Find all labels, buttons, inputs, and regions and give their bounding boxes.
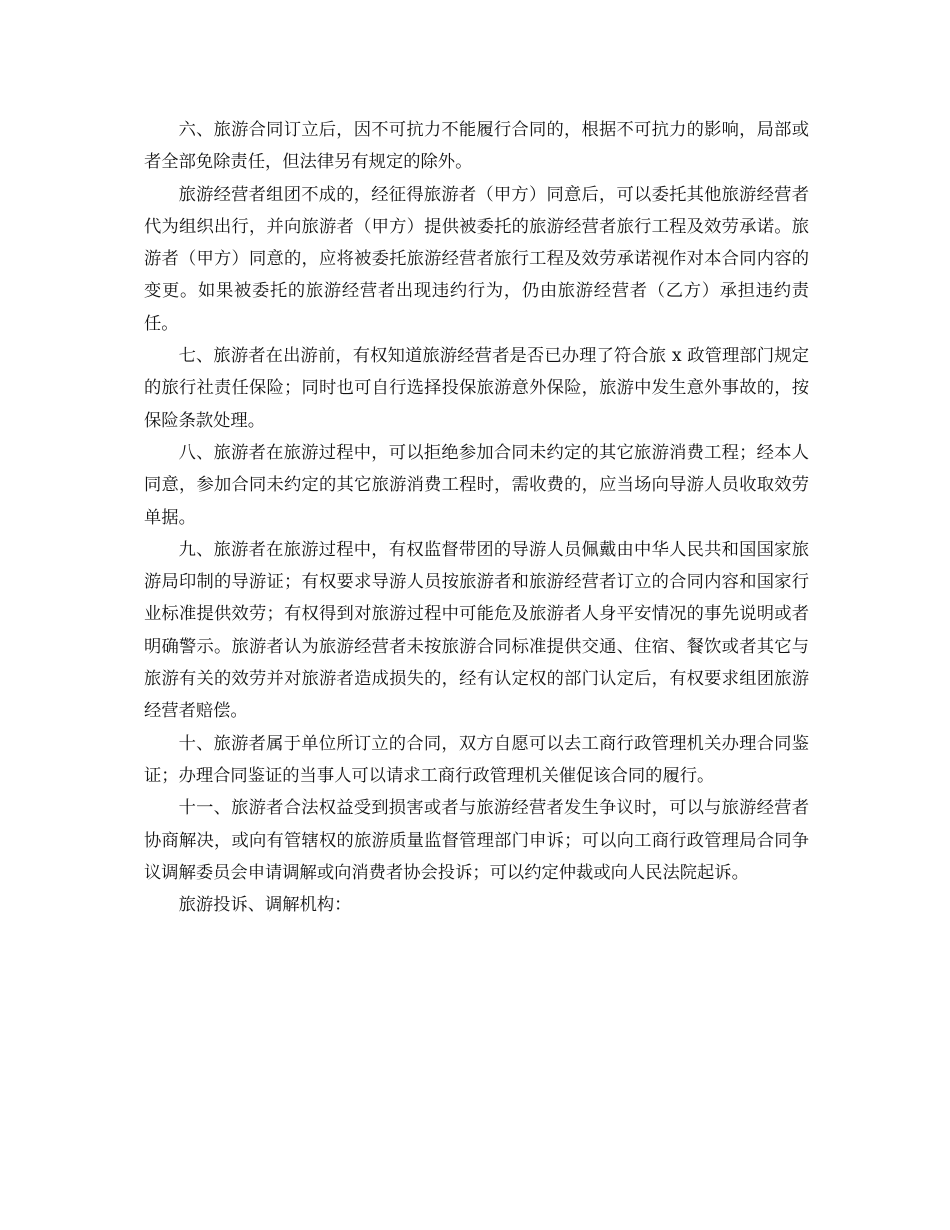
paragraph-insurance: 七、旅游者在出游前，有权知道旅游经营者是否已办理了符合旅 x 政管理部门规定的旅行社责任保险；同时也可自行选择投保旅游意外保险，旅游中发生意外事故的，按保险条款处理。	[144, 346, 809, 431]
document-body	[144, 114, 809, 921]
paragraph-dispute-resolution: 十一、旅游者合法权益受到损害或者与旅游经营者发生争议时，可以与旅游经营者协商解决，或向有管辖权的旅游质量监督管理部门申诉；可以向工商行政管理局合同争议调解委员会申请调解或向消费者协会投诉；可以约定仲裁或向人民法院起诉。	[144, 798, 809, 883]
paragraph-force-majeure: 六、旅游合同订立后，因不可抗力不能履行合同的，根据不可抗力的影响，局部或者全部免除责任，但法律另有规定的除外。	[144, 120, 809, 173]
paragraph-delegation: 旅游经营者组团不成的，经征得旅游者（甲方）同意后，可以委托其他旅游经营者代为组织出行，并向旅游者（甲方）提供被委托的旅游经营者旅行工程及效劳承诺。旅游者（甲方）同意的，应将被委托旅游经营者旅行工程及效劳承诺视作对本合同内容的变更。如果被委托的旅游经营者出现违约行为，仍由旅游经营者（乙方）承担违约责任。	[144, 184, 809, 334]
paragraph-optional-items: 八、旅游者在旅游过程中，可以拒绝参加合同未约定的其它旅游消费工程；经本人同意，参加合同未约定的其它旅游消费工程时，需收费的，应当场向导游人员收取效劳单据。	[144, 442, 809, 528]
paragraph-contract-verification: 十、旅游者属于单位所订立的合同，双方自愿可以去工商行政管理机关办理合同鉴证；办理合同鉴证的当事人可以请求工商行政管理机关催促该合同的履行。	[144, 733, 809, 786]
paragraph-guide-supervision: 九、旅游者在旅游过程中，有权监督带团的导游人员佩戴由中华人民共和国国家旅游局印制的导游证；有权要求导游人员按旅游者和旅游经营者订立的合同内容和国家行业标准提供效劳；有权得到对旅游过程中可能危及旅游者人身平安情况的事先说明或者明确警示。旅游者认为旅游经营者未按旅游合同标准提供交通、住宿、餐饮或者其它与旅游有关的效劳并对旅游者造成损失的，经有认定权的部门认定后，有权要求组团旅游经营者赔偿。	[144, 539, 809, 722]
paragraph-complaint-agencies: 旅游投诉、调解机构：	[178, 895, 352, 916]
